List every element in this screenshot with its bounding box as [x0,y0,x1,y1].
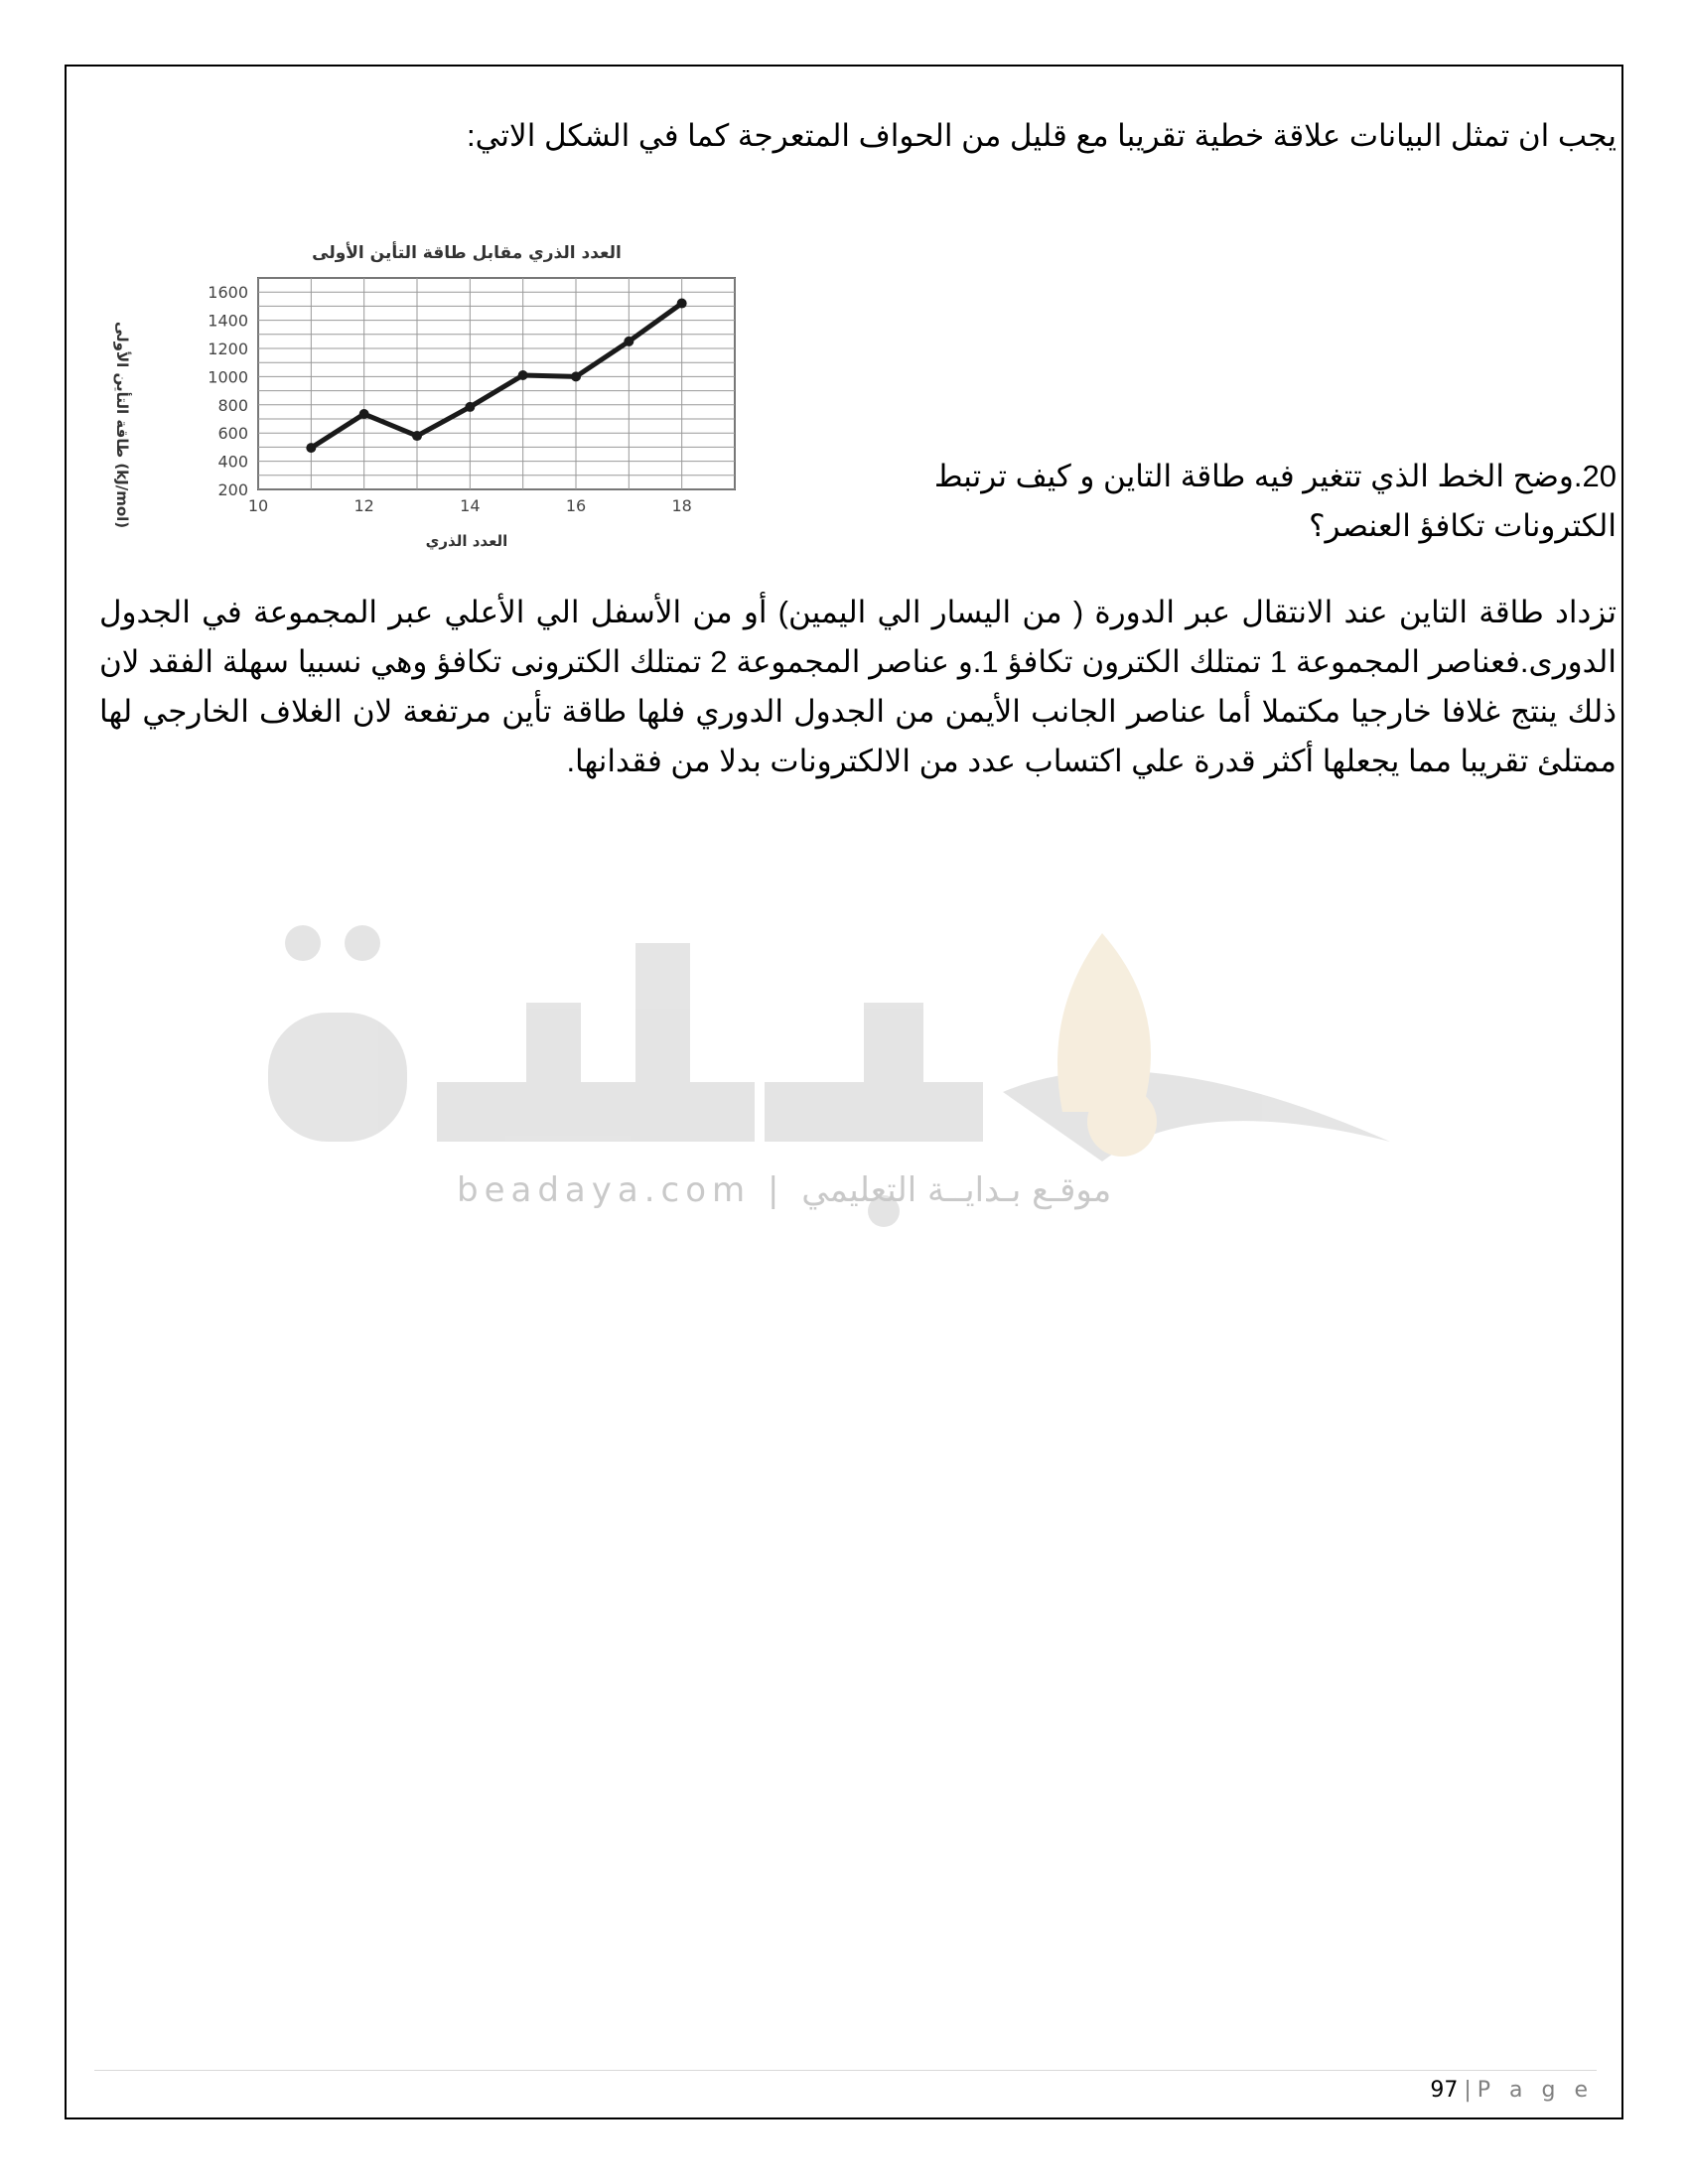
watermark-caption: beadaya.com | موقـع بـدايــة التعليمي [457,1170,1112,1210]
x-tick-label: 12 [353,496,374,515]
x-tick-label: 18 [671,496,692,515]
data-point [306,443,316,453]
y-tick-label: 400 [217,452,248,472]
beadaya-watermark [248,913,1440,1241]
footer-separator: | [1464,2078,1472,2103]
question-20 [763,452,1617,551]
data-point [677,299,687,309]
page-footer [1430,2078,1594,2103]
y-tick-labels [208,283,248,499]
chart-svg [99,236,755,554]
chart-title: العدد الذري مقابل طاقة التأين الأولى [312,243,622,263]
intro-text: يجب ان تمثل البيانات علاقة خطية تقريبا مع قليل من الحواف المتعرجة كما في الشكل الاتي: [466,118,1617,153]
data-point [465,402,475,412]
y-tick-label: 1200 [208,340,248,358]
footer-rule [94,2070,1597,2071]
y-tick-label: 1000 [208,367,248,387]
question-line-1: 20.وضح الخط الذي تتغير فيه طاقة التاين و كيف ترتبط [933,459,1617,493]
x-tick-labels [248,496,692,515]
y-tick-label: 800 [217,395,248,415]
answer-paragraph: تزداد طاقة التاين عند الانتقال عبر الدورة ( من اليسار الي اليمين) أو من الأسفل الي الأعلي عبر المجموعة في الجدول الدورى.فعناصر المجموعة 1 تمتلك الكترون تكافؤ 1.و عناصر المجموعة 2 تمتلك الكترونى تكافؤ وهي نسبيا سهلة الفقد لان ذلك ينتج غلافا خارجيا مكتملا أما عناصر الجانب الأيمن من الجدول الدوري فلها طاقة تأين مرتفعة لان الغلاف الخارجي لها ممتلئ تقريبا مما يجعلها أكثر قدرة علي اكتساب عدد من الالكترونات بدلا من فقدانها. [99,595,1617,778]
y-tick-label: 200 [217,480,248,499]
chart-grid [258,278,735,489]
data-point [518,370,528,380]
x-axis-label: العدد الذري [425,532,508,550]
data-point [359,409,369,419]
plot-area [258,278,735,489]
data-point [412,431,422,441]
x-tick-label: 14 [460,496,481,515]
question-line-2: الكترونات تكافؤ العنصر؟ [1309,508,1617,543]
data-point [624,337,633,346]
y-axis-label: طاقة التأين الأولى (kJ/mol) [113,321,131,529]
x-tick-label: 10 [247,496,269,515]
page-number: 97 [1430,2078,1459,2103]
y-tick-label: 600 [217,424,248,444]
y-tick-label: 1600 [208,283,248,303]
data-point [571,371,581,381]
page-word: P a g e [1477,2078,1594,2103]
ionization-chart [99,236,755,554]
x-tick-label: 16 [565,496,587,515]
y-tick-label: 1400 [208,311,248,331]
